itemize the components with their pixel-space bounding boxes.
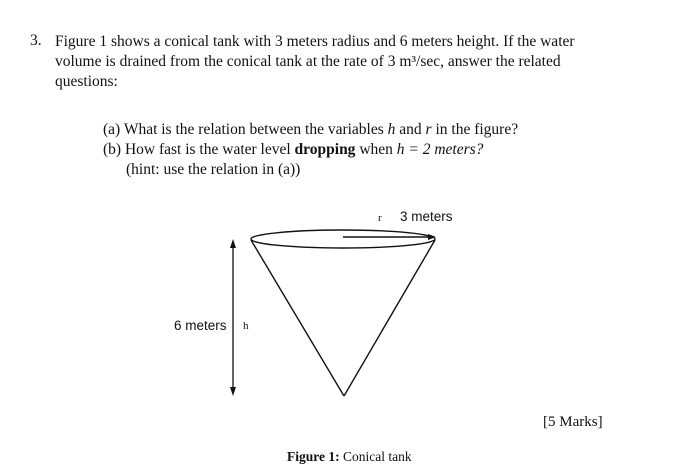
height-var-label: h: [243, 320, 249, 332]
question-number: 3.: [30, 32, 42, 49]
part-a-and: and: [399, 121, 422, 138]
part-a-label: (a): [103, 121, 121, 138]
cone-right-side: [344, 240, 435, 396]
question-line-1: Figure 1 shows a conical tank with 3 meters radius and 6 meters height. If the water: [55, 33, 575, 50]
part-b-label: (b): [103, 141, 122, 158]
figure-caption-bold: Figure 1:: [287, 449, 340, 464]
part-b-text-before: How fast is the water level: [124, 141, 291, 158]
height-arrowhead-top: [230, 239, 236, 248]
part-b-bold-word: dropping: [294, 141, 356, 158]
hint: (hint: use the relation in (a)): [126, 161, 301, 178]
radius-label: 3 meters: [400, 209, 453, 224]
height-arrowhead-bottom: [230, 387, 236, 396]
height-label: 6 meters: [174, 318, 227, 333]
part-a-var-r: r: [425, 121, 432, 138]
figure-caption: [287, 449, 412, 465]
part-b-condition: h = 2 meters?: [396, 141, 484, 158]
part-a-var-h: h: [387, 121, 396, 138]
question-line-2: volume is drained from the conical tank at the rate of 3 m³/sec, answer the related: [55, 53, 561, 70]
figure-caption-text: Conical tank: [343, 449, 412, 464]
part-a-text-after: in the figure?: [435, 121, 519, 138]
cone-top-ellipse: [251, 230, 435, 248]
part-b-text-mid: when: [359, 141, 393, 158]
part-a-text-before: What is the relation between the variables: [123, 121, 384, 138]
marks-label: [5 Marks]: [543, 414, 603, 430]
radius-var-label: r: [378, 212, 382, 224]
cone-left-side: [251, 240, 344, 396]
question-line-3: questions:: [55, 73, 118, 90]
